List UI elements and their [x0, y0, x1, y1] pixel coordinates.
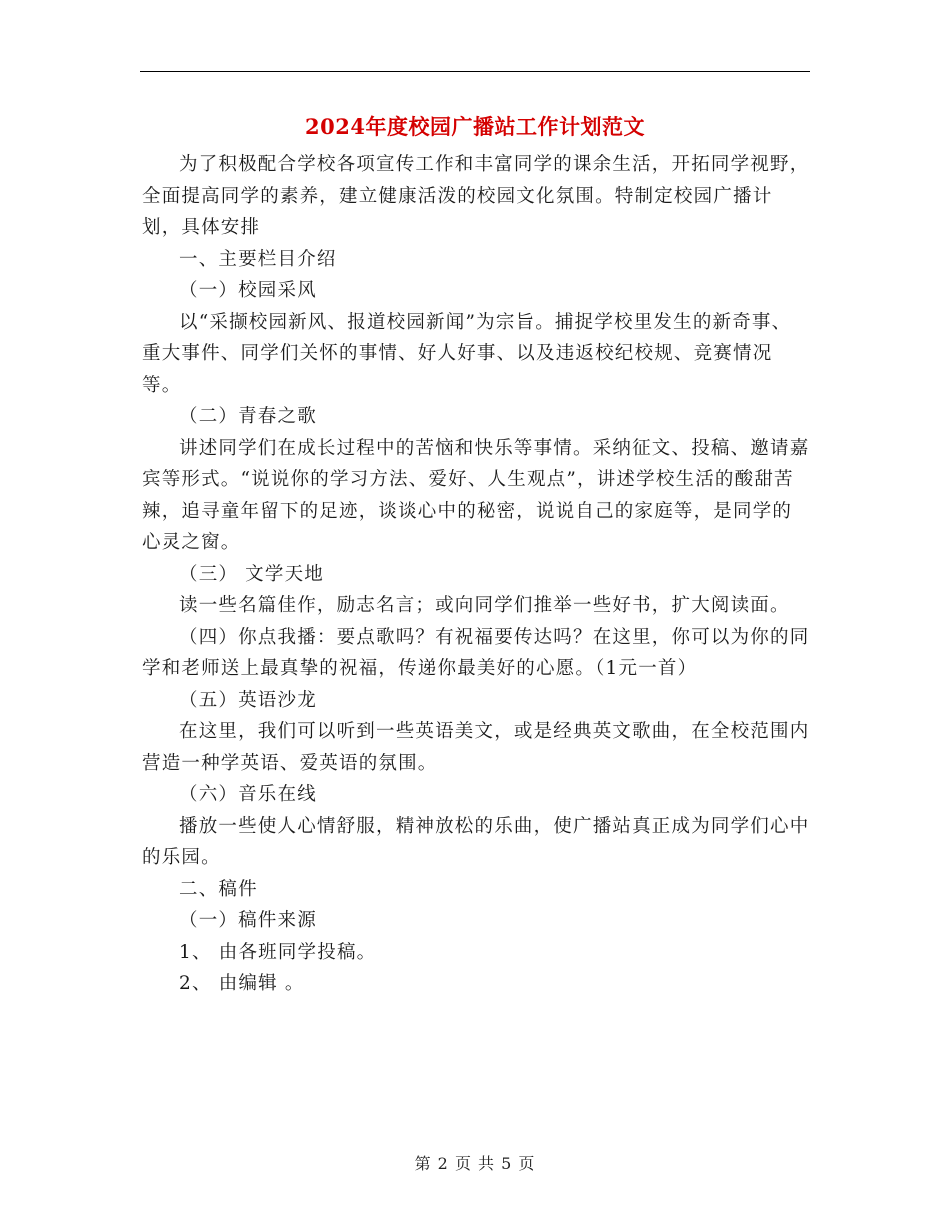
heading-english-salon: （五）英语沙龙 [179, 689, 317, 711]
paragraph-youth-song: 讲述同学们在成长过程中的苦恼和快乐等事情。采纳征文、投稿、邀请嘉宾等形式。“说说你的学习方法、爱好、人生观点”，讲述学校生活的酸甜苦辣，追寻童年留下的足迹，谈谈心中的秘密，说说自己的家庭等，是同学的心灵之窗。 [142, 437, 810, 553]
heading-section-1: 一、主要栏目介绍 [179, 248, 337, 270]
header-rule [140, 71, 810, 72]
heading-music-online: （六）音乐在线 [179, 784, 317, 805]
heading-section-2: 二、稿件 [179, 878, 258, 900]
document-title: 2024年度校园广播站工作计划范文 [305, 114, 645, 139]
paragraph-song-request: （四）你点我播：要点歌吗？有祝福要传达吗？在这里，你可以为你的同学和老师送上最真挚的祝福，传递你最美好的心愿。（1元一首） [142, 626, 810, 679]
heading-youth-song: （二）青春之歌 [179, 406, 317, 427]
paragraph-english-salon: 在这里，我们可以听到一些英语美文，或是经典英文歌曲，在全校范围内营造一种学英语、爱英语的氛围。 [142, 721, 810, 774]
list-item-1: 1、 由各班同学投稿。 [179, 941, 377, 963]
page-number-footer: 第 2 页 共 5 页 [414, 1154, 536, 1173]
paragraph-intro: 为了积极配合学校各项宣传工作和丰富同学的课余生活，开拓同学视野，全面提高同学的素养，建立健康活泼的校园文化氛围。特制定校园广播计划，具体安排 [142, 154, 810, 238]
document-body [142, 149, 810, 1000]
paragraph-music-online: 播放一些使人心情舒服，精神放松的乐曲，使广播站真正成为同学们心中的乐园。 [142, 815, 810, 868]
paragraph-campus-news: 以“采撷校园新风、报道校园新闻”为宗旨。捕捉学校里发生的新奇事、重大事件、同学们关怀的事情、好人好事、以及违返校纪校规、竞赛情况等。 [142, 311, 792, 396]
heading-manuscript-source: （一）稿件来源 [179, 910, 317, 931]
paragraph-literature: 读一些名篇佳作，励志名言；或向同学们推举一些好书，扩大阅读面。 [179, 595, 790, 616]
list-item-2: 2、 由编辑 。 [179, 973, 305, 994]
heading-literature: （三） 文学天地 [179, 563, 324, 585]
heading-campus-news: （一）校园采风 [179, 280, 317, 301]
